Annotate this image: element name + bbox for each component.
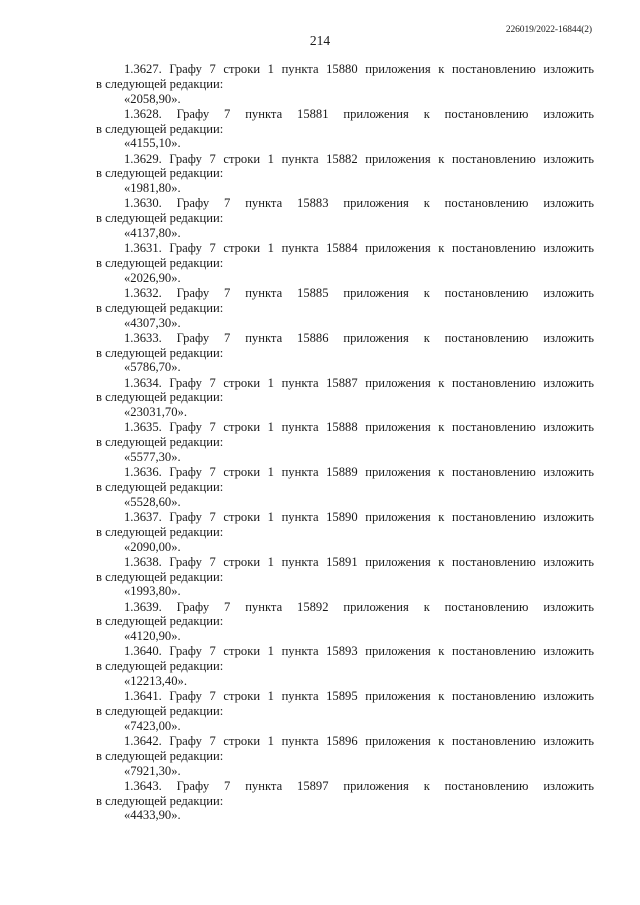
amendment-instruction: 1.3635. Графу 7 строки 1 пункта 15888 приложения к постановлению изложить — [124, 420, 594, 435]
amendment-instruction-cont: в следующей редакции: — [96, 166, 224, 181]
amendment-instruction: 1.3643. Графу 7 пункта 15897 приложения к постановлению изложить — [124, 778, 594, 793]
amendment-instruction-cont: в следующей редакции: — [96, 76, 224, 91]
amendment-item — [96, 196, 594, 241]
amendment-item — [96, 420, 594, 465]
amendment-value: «12213,40». — [124, 673, 187, 688]
amendment-instruction-cont: в следующей редакции: — [96, 793, 224, 808]
amendment-item — [96, 779, 594, 824]
amendment-value: «5577,30». — [124, 449, 181, 464]
amendment-instruction: 1.3640. Графу 7 строки 1 пункта 15893 приложения к постановлению изложить — [124, 644, 594, 659]
amendment-instruction: 1.3627. Графу 7 строки 1 пункта 15880 приложения к постановлению изложить — [124, 62, 594, 76]
amendment-instruction-cont: в следующей редакции: — [96, 300, 224, 315]
amendment-instruction: 1.3642. Графу 7 строки 1 пункта 15896 приложения к постановлению изложить — [124, 733, 594, 748]
document-id: 226019/2022-16844(2) — [505, 25, 592, 35]
amendment-value: «1981,80». — [124, 181, 181, 196]
amendment-value: «5786,70». — [124, 360, 181, 375]
amendment-value: «23031,70». — [124, 405, 187, 420]
amendment-instruction: 1.3632. Графу 7 пункта 15885 приложения к постановлению изложить — [124, 285, 594, 300]
amendment-instruction: 1.3628. Графу 7 пункта 15881 приложения к постановлению изложить — [124, 106, 594, 121]
amendment-instruction-cont: в следующей редакции: — [96, 614, 224, 629]
amendment-instruction: 1.3641. Графу 7 строки 1 пункта 15895 приложения к постановлению изложить — [124, 689, 594, 704]
amendment-instruction-cont: в следующей редакции: — [96, 211, 224, 226]
page-number: 214 — [309, 33, 331, 48]
amendment-value: «4307,30». — [124, 315, 181, 330]
amendment-instruction: 1.3637. Графу 7 строки 1 пункта 15890 приложения к постановлению изложить — [124, 509, 594, 524]
amendment-value: «4137,80». — [124, 225, 181, 240]
amendment-list — [96, 62, 594, 824]
amendment-item — [96, 689, 594, 734]
amendment-item — [96, 331, 594, 376]
amendment-item — [96, 286, 594, 331]
amendment-item — [96, 600, 594, 645]
amendment-item — [96, 644, 594, 689]
amendment-instruction-cont: в следующей редакции: — [96, 390, 224, 405]
amendment-item — [96, 734, 594, 779]
amendment-value: «1993,80». — [124, 584, 181, 599]
amendment-instruction: 1.3629. Графу 7 строки 1 пункта 15882 приложения к постановлению изложить — [124, 151, 594, 166]
amendment-instruction-cont: в следующей редакции: — [96, 121, 224, 136]
amendment-item — [96, 555, 594, 600]
amendment-item — [96, 107, 594, 152]
amendment-value: «7423,00». — [124, 718, 181, 733]
amendment-instruction: 1.3633. Графу 7 пункта 15886 приложения к постановлению изложить — [124, 330, 594, 345]
amendment-value: «4120,90». — [124, 629, 181, 644]
amendment-instruction: 1.3634. Графу 7 строки 1 пункта 15887 приложения к постановлению изложить — [124, 375, 594, 390]
amendment-instruction-cont: в следующей редакции: — [96, 703, 224, 718]
amendment-item — [96, 152, 594, 197]
amendment-instruction: 1.3630. Графу 7 пункта 15883 приложения к постановлению изложить — [124, 196, 594, 211]
amendment-item — [96, 510, 594, 555]
amendment-value: «4433,90». — [124, 808, 181, 823]
amendment-instruction-cont: в следующей редакции: — [96, 569, 224, 584]
amendment-value: «7921,30». — [124, 763, 181, 778]
amendment-instruction: 1.3639. Графу 7 пункта 15892 приложения к постановлению изложить — [124, 599, 594, 614]
amendment-item — [96, 465, 594, 510]
amendment-item — [96, 376, 594, 421]
amendment-instruction-cont: в следующей редакции: — [96, 345, 224, 360]
amendment-instruction-cont: в следующей редакции: — [96, 748, 224, 763]
amendment-instruction-cont: в следующей редакции: — [96, 659, 224, 674]
amendment-instruction: 1.3638. Графу 7 строки 1 пункта 15891 приложения к постановлению изложить — [124, 554, 594, 569]
amendment-instruction-cont: в следующей редакции: — [96, 524, 224, 539]
amendment-value: «5528,60». — [124, 494, 181, 509]
amendment-value: «2058,90». — [124, 91, 181, 106]
amendment-instruction-cont: в следующей редакции: — [96, 435, 224, 450]
amendment-instruction-cont: в следующей редакции: — [96, 255, 224, 270]
amendment-value: «2026,90». — [124, 270, 181, 285]
amendment-instruction: 1.3631. Графу 7 строки 1 пункта 15884 приложения к постановлению изложить — [124, 241, 594, 256]
amendment-instruction-cont: в следующей редакции: — [96, 479, 224, 494]
amendment-value: «2090,00». — [124, 539, 181, 554]
amendment-item — [96, 62, 594, 107]
amendment-value: «4155,10». — [124, 136, 181, 151]
amendment-item — [96, 241, 594, 286]
amendment-instruction: 1.3636. Графу 7 строки 1 пункта 15889 приложения к постановлению изложить — [124, 465, 594, 480]
